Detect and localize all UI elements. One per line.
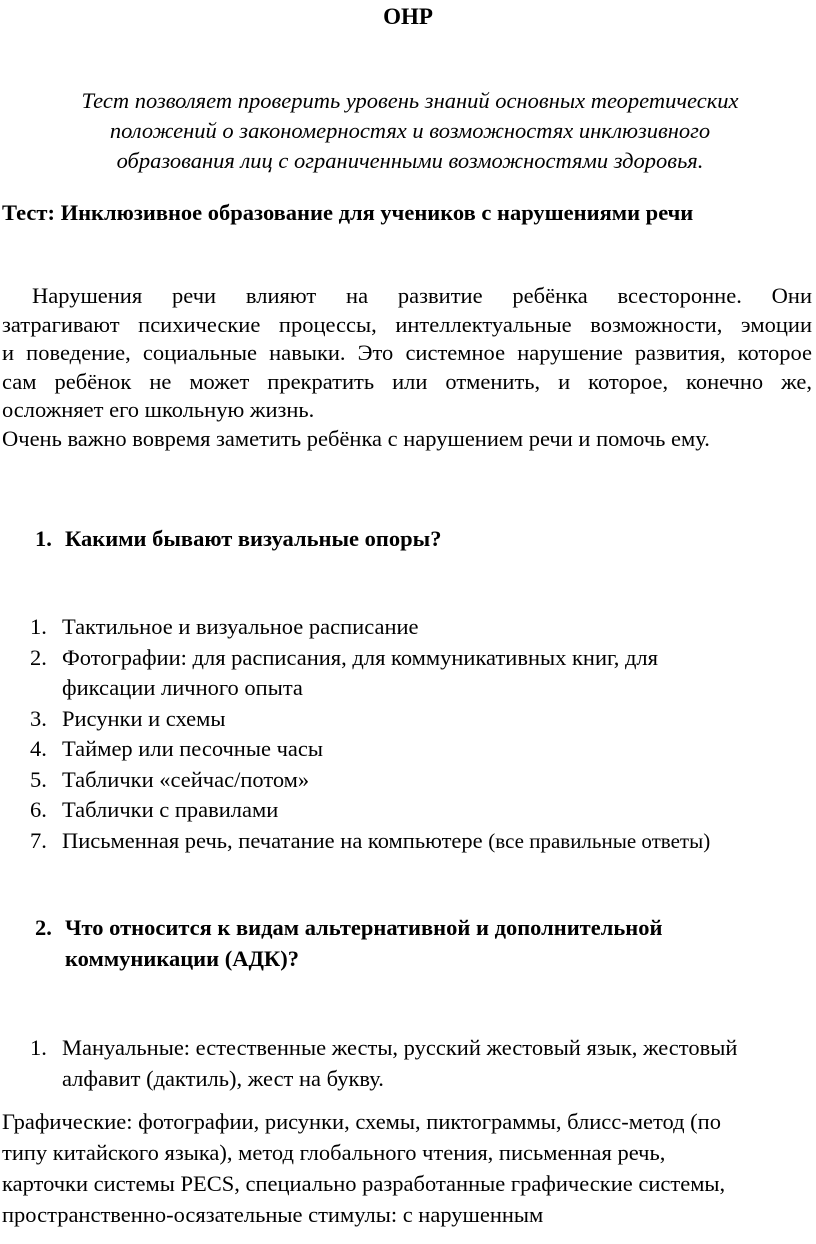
- intro-text: [30, 86, 790, 176]
- intro-line: положений о закономерностях и возможностях инклюзивного: [109, 118, 711, 143]
- question-1: [35, 524, 735, 556]
- list-item-number: 1.: [30, 1035, 47, 1060]
- list-item: [30, 826, 800, 857]
- list-item-text: Таймер или песочные часы: [62, 736, 323, 761]
- list-item-text: фиксации личного опыта: [62, 675, 303, 700]
- list-item-number: 2.: [30, 644, 47, 670]
- document-title: ОНР: [383, 4, 433, 29]
- list-item: [30, 765, 800, 796]
- list-item-number: 1.: [30, 614, 47, 639]
- list-item-text: [62, 826, 800, 857]
- paragraph-line: Графические: фотографии, рисунки, схемы, пиктограммы, блисс-метод (по: [2, 1109, 721, 1134]
- question-number: 1.: [35, 526, 52, 551]
- list-item-text: алфавит (дактиль), жест на букву.: [62, 1065, 384, 1091]
- question-number: 2.: [35, 915, 52, 940]
- list-item: [30, 734, 800, 765]
- list-item-text: Фотографии: для расписания, для коммуникативных книг, для: [62, 644, 658, 670]
- paragraph-line: осложняет его школьную жизнь.: [2, 397, 315, 422]
- paragraph-line: и поведение, социальные навыки. Это системное нарушение развития, которое: [2, 340, 812, 365]
- list-item: [30, 1033, 800, 1094]
- list-item-number: 3.: [30, 705, 47, 731]
- list-item: [30, 704, 800, 735]
- paragraph-line: пространственно-осязательные стимулы: с нарушенным: [2, 1202, 544, 1227]
- question-2-answers: [30, 1033, 800, 1094]
- paragraph-line: сам ребёнок не может прекратить или отменить, и которое, конечно же,: [2, 368, 812, 394]
- question-2: [35, 913, 755, 977]
- question-text: коммуникации (АДК)?: [65, 946, 299, 971]
- list-item: [30, 643, 800, 704]
- question-1-answers: [30, 612, 800, 856]
- paragraph-line: карточки системы PECS, специально разработанные графические системы,: [2, 1171, 726, 1196]
- list-item-number: 6.: [30, 797, 47, 822]
- list-item-text: Мануальные: естественные жесты, русский жестовый язык, жестовый: [62, 1035, 738, 1060]
- list-item-text: Рисунки и схемы: [62, 705, 226, 731]
- list-item-text: Таблички с правилами: [62, 797, 279, 822]
- answer-note: (все правильные ответы): [488, 828, 711, 853]
- list-item-number: 7.: [30, 827, 47, 853]
- intro-line: Тест позволяет проверить уровень знаний основных теоретических: [81, 88, 739, 113]
- paragraph-line: затрагивают психические процессы, интеллектуальные возможности, эмоции: [2, 311, 812, 337]
- question-text: Какими бывают визуальные опоры?: [65, 526, 442, 551]
- list-item-text: Таблички «сейчас/потом»: [62, 766, 310, 792]
- paragraph-line: Очень важно вовремя заметить ребёнка с нарушением речи и помочь ему.: [2, 425, 710, 451]
- list-item: [30, 612, 800, 643]
- intro-line: образования лиц с ограниченными возможностями здоровья.: [116, 148, 704, 173]
- list-item-number: 4.: [30, 736, 47, 761]
- list-item: [30, 795, 800, 826]
- test-heading: Тест: Инклюзивное образование для учеников с нарушениями речи: [2, 200, 694, 225]
- paragraph-line: типу китайского языка), метод глобального чтения, письменная речь,: [2, 1140, 666, 1165]
- paragraph-line: Нарушения речи влияют на развитие ребёнка всесторонне. Они: [32, 283, 812, 308]
- list-item-text: Тактильное и визуальное расписание: [62, 614, 419, 639]
- intro-paragraph: [2, 282, 812, 453]
- graphic-methods-paragraph: [2, 1106, 814, 1230]
- list-item-number: 5.: [30, 766, 47, 792]
- answer-text: Письменная речь, печатание на компьютере: [62, 827, 483, 853]
- question-text: Что относится к видам альтернативной и дополнительной: [65, 915, 663, 940]
